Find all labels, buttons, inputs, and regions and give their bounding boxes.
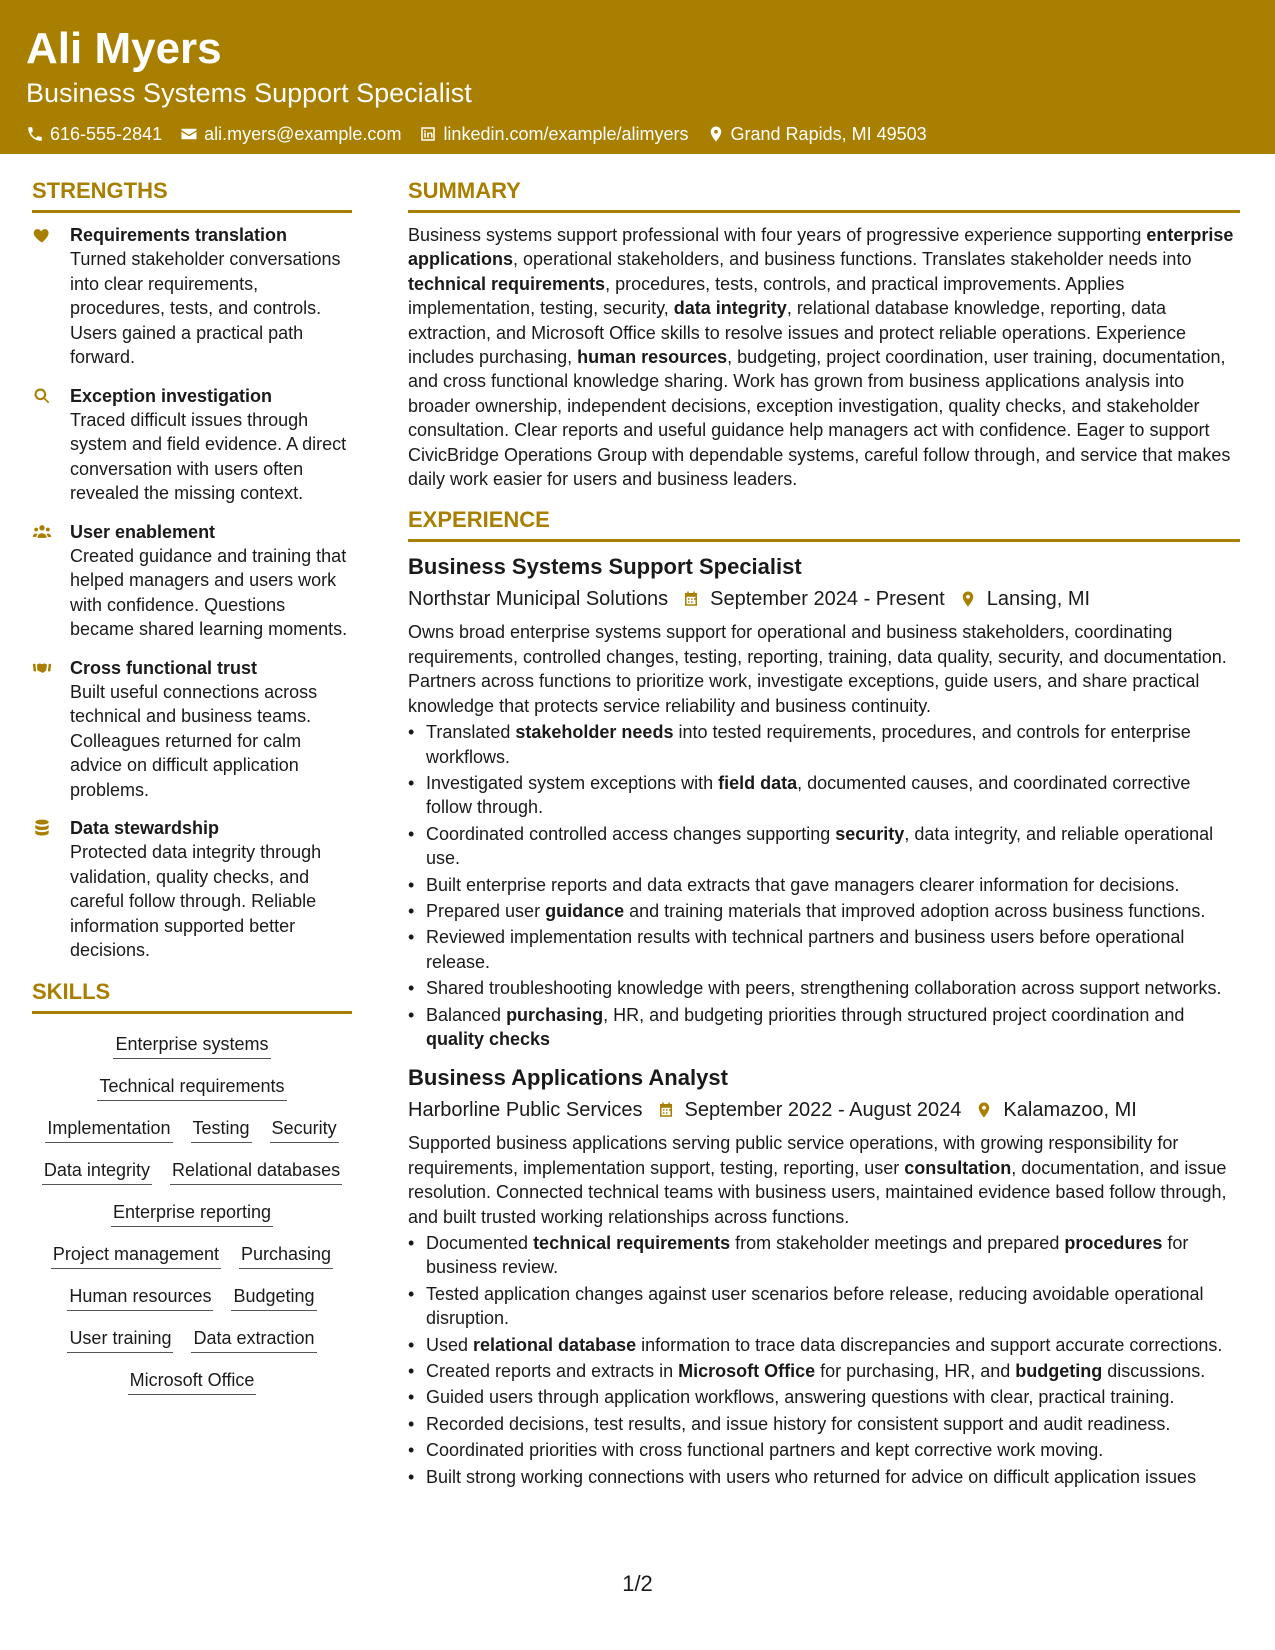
bullet-item (408, 720, 1240, 769)
calendar-icon (682, 590, 700, 608)
contact-phone[interactable] (26, 122, 162, 146)
text-run: Created reports and extracts in (426, 1361, 679, 1382)
text-run: Coordinated controlled access changes supporting (426, 823, 836, 844)
strength-icon-wrap (32, 384, 56, 506)
skill-tag: Relational databases (170, 1156, 342, 1185)
text-run: Owns broad enterprise systems support for operational and business stakeholders, coordinating requirements, controlled changes, testing, reporting, training, data quality, security, and documentation. Partners across functions to prioritize work, investigate exceptions, guide users, and share practical knowledge that protects service reliability and business continuity. (408, 622, 1227, 716)
jobs-list (408, 552, 1240, 1489)
bold-text: stakeholder needs (515, 722, 674, 743)
job-title: Business Applications Analyst (408, 1065, 728, 1091)
skill-row (32, 1366, 352, 1395)
resume-header (0, 0, 1275, 154)
bold-text: relational database (473, 1334, 637, 1355)
strengths-title: STRENGTHS (32, 176, 352, 213)
strength-item (32, 223, 352, 370)
strength-item (32, 384, 352, 506)
text-run: discussions. (1102, 1361, 1206, 1382)
bullet-item (408, 1438, 1240, 1462)
strength-icon-wrap (32, 223, 56, 370)
left-column (32, 176, 352, 1408)
experience-title: EXPERIENCE (408, 505, 1240, 542)
strength-item (32, 816, 352, 963)
strength-title: Requirements translation (70, 225, 288, 245)
text-run: Built enterprise reports and data extracts that gave managers clearer information for decisions. (426, 874, 1180, 895)
experience-section (408, 505, 1240, 1489)
text-run: Translated (426, 722, 516, 743)
bold-text: Microsoft Office (678, 1361, 816, 1382)
bold-text: consultation (904, 1157, 1012, 1178)
text-run: Business systems support professional with four years of progressive experience supporting (408, 225, 1147, 245)
bold-text: security (835, 823, 905, 844)
job-entry (408, 552, 1240, 1051)
strengths-list (32, 223, 352, 963)
strength-desc: Traced difficult issues through system and field evidence. A direct conversation with users often revealed the missing context. (70, 409, 347, 503)
strength-icon-wrap (32, 816, 56, 963)
job-bullets (408, 1231, 1240, 1489)
text-run: for business review. (426, 1233, 1189, 1278)
map-pin-icon (975, 1101, 993, 1119)
text-run: Prepared user (426, 900, 546, 921)
summary-title: SUMMARY (408, 176, 1240, 213)
handshake-icon (32, 658, 52, 678)
job-company: Harborline Public Services (408, 1099, 643, 1122)
skill-tag: Data integrity (42, 1156, 152, 1185)
skill-tag: Security (270, 1114, 339, 1143)
text-run: Balanced (426, 1004, 507, 1025)
bullet-item (408, 1231, 1240, 1280)
page-number: 1/2 (622, 1571, 653, 1596)
database-icon (32, 818, 52, 838)
job-description (408, 1131, 1240, 1229)
strength-desc: Turned stakeholder conversations into clear requirements, procedures, tests, and controls. Users gained a practical path forward. (70, 249, 341, 367)
skill-tag: Enterprise systems (113, 1030, 270, 1059)
skill-tag: Data extraction (191, 1324, 316, 1353)
bold-text: technical requirements (408, 273, 606, 294)
candidate-name: Ali Myers (26, 24, 222, 73)
bullet-item (408, 1412, 1240, 1436)
text-run: , budgeting, project coordination, user training, documentation, and cross functional knowledge sharing. Work has grown from business applications analysis into broader ownership, independent decisions, exception investigation, quality checks, and stakeholder consultation. Clear reports and useful guidance help managers act with confidence. Eager to support CivicBridge Operations Group with dependable systems, careful follow through, and service that makes daily work easier for users and business leaders. (408, 347, 1231, 490)
bold-text: human resources (577, 347, 728, 368)
skill-tag: Human resources (67, 1282, 213, 1311)
text-run: information to trace data discrepancies and support accurate corrections. (636, 1334, 1223, 1355)
skills-section (32, 977, 352, 1395)
text-run: , documentation, and issue resolution. Connected technical teams with business users, maintained evidence based follow through, and built trusted working relationships across functions. (408, 1157, 1227, 1227)
contact-email[interactable] (180, 122, 401, 146)
job-company: Northstar Municipal Solutions (408, 588, 669, 611)
search-icon (32, 386, 52, 406)
bold-text: quality checks (426, 1028, 551, 1049)
skill-tag: User training (67, 1324, 173, 1353)
skill-tag: Implementation (45, 1114, 172, 1143)
map-pin-icon (959, 590, 977, 608)
skill-tag: Enterprise reporting (111, 1198, 273, 1227)
skill-row (32, 1072, 352, 1101)
text-run: Investigated system exceptions with (426, 772, 719, 793)
text-run: Supported business applications serving public service operations, with growing responsibility for requirements, implementation support, testing, reporting, user (408, 1133, 1179, 1178)
strength-body (70, 656, 352, 803)
text-run: , procedures, tests, controls, and practical improvements. Applies implementation, testing, security, (408, 273, 1125, 319)
text-run: Guided users through application workflows, answering questions with clear, practical training. (426, 1387, 1175, 1408)
bullet-item (408, 1282, 1240, 1331)
bold-text: data integrity (673, 298, 787, 319)
strength-desc: Created guidance and training that helped managers and users work with confidence. Questions became shared learning moments. (70, 545, 348, 639)
strength-body (70, 384, 352, 506)
text-run: for purchasing, HR, and (815, 1361, 1016, 1382)
skill-tag: Budgeting (231, 1282, 316, 1311)
strength-item (32, 656, 352, 803)
bullet-item (408, 1385, 1240, 1409)
job-meta (408, 584, 1240, 614)
linkedin-icon (419, 125, 437, 143)
contact-linkedin[interactable] (419, 122, 688, 146)
text-run: Shared troubleshooting knowledge with peers, strengthening collaboration across support networks. (426, 978, 1222, 999)
bold-text: budgeting (1015, 1361, 1103, 1382)
text-run: Reviewed implementation results with technical partners and business users before operational release. (426, 927, 1185, 972)
bullet-item (408, 822, 1240, 871)
text-run: and training materials that improved adoption across business functions. (624, 900, 1206, 921)
skill-row (32, 1156, 352, 1185)
phone-icon (26, 125, 44, 143)
summary-text (408, 223, 1240, 491)
candidate-role: Business Systems Support Specialist (26, 78, 472, 108)
skill-row (32, 1030, 352, 1059)
strength-desc: Protected data integrity through validation, quality checks, and careful follow through. Reliable information supported better decisions. (70, 842, 322, 960)
bold-text: technical requirements (533, 1233, 731, 1253)
strength-title: User enablement (70, 521, 216, 542)
job-entry (408, 1063, 1240, 1489)
text-run: Built strong working connections with users who returned for advice on difficult application issues (426, 1466, 1197, 1487)
job-title: Business Systems Support Specialist (408, 554, 802, 580)
bullet-item (408, 771, 1240, 820)
skill-row (32, 1282, 352, 1311)
job-dates: September 2022 - August 2024 (684, 1099, 962, 1122)
bold-text: guidance (545, 900, 625, 921)
bullet-item (408, 1003, 1240, 1052)
right-column (408, 176, 1240, 1491)
skill-row (32, 1114, 352, 1143)
text-run: into tested requirements, procedures, and controls for enterprise workflows. (426, 722, 1191, 767)
location-text: Grand Rapids, MI 49503 (730, 124, 927, 144)
job-location: Lansing, MI (986, 588, 1091, 611)
summary-section (408, 176, 1240, 491)
text-run: , relational database knowledge, reporting, data extraction, and Microsoft Office skills to resolve issues and protect reliable operations. Experience includes purchasing, (408, 298, 1187, 368)
text-run: , documented causes, and coordinated corrective follow through. (426, 772, 1191, 818)
strength-icon-wrap (32, 520, 56, 642)
skill-row (32, 1240, 352, 1269)
skills-list (32, 1030, 352, 1395)
strength-body (70, 223, 352, 370)
text-run: Coordinated priorities with cross functional partners and kept corrective work moving. (426, 1440, 1104, 1461)
contact-bar (26, 122, 1249, 146)
text-run: from stakeholder meetings and prepared (730, 1233, 1065, 1253)
job-location: Kalamazoo, MI (1003, 1099, 1137, 1122)
bullet-item (408, 925, 1240, 974)
text-run: Recorded decisions, test results, and issue history for consistent support and audit readiness. (426, 1413, 1171, 1434)
skill-tag: Microsoft Office (128, 1366, 257, 1395)
users-icon (32, 522, 52, 542)
job-description (408, 620, 1240, 718)
strength-title: Data stewardship (70, 818, 220, 838)
skill-tag: Testing (191, 1114, 252, 1143)
skill-row (32, 1324, 352, 1353)
text-run: Used (426, 1334, 474, 1355)
text-run: , operational stakeholders, and business functions. Translates stakeholder needs into (513, 249, 1192, 270)
bullet-item (408, 899, 1240, 923)
envelope-icon (180, 125, 198, 143)
bold-text: field data (718, 772, 798, 793)
strength-icon-wrap (32, 656, 56, 803)
skill-row (32, 1198, 352, 1227)
text-run: Documented (426, 1233, 534, 1253)
skill-tag: Project management (51, 1240, 221, 1269)
phone-text: 616-555-2841 (50, 124, 163, 144)
text-run: Tested application changes against user scenarios before release, reducing avoidable operational disruption. (426, 1283, 1204, 1329)
job-bullets (408, 720, 1240, 1051)
strength-title: Exception investigation (70, 385, 273, 406)
map-pin-icon (707, 125, 725, 143)
skill-tag: Technical requirements (97, 1072, 286, 1101)
bullet-item (408, 1333, 1240, 1357)
strength-body (70, 816, 352, 963)
linkedin-text: linkedin.com/example/alimyers (443, 124, 689, 144)
strength-item (32, 520, 352, 642)
contact-location (707, 122, 927, 146)
strength-desc: Built useful connections across technical and business teams. Colleagues returned for calm advice on difficult application problems. (70, 681, 318, 800)
job-dates: September 2024 - Present (710, 588, 945, 611)
bold-text: enterprise applications (408, 225, 1234, 270)
bold-text: procedures (1064, 1233, 1163, 1253)
job-meta (408, 1095, 1240, 1125)
email-text: ali.myers@example.com (204, 124, 402, 144)
text-run: , data integrity, and reliable operational use. (426, 823, 1214, 869)
text-run: , HR, and budgeting priorities through structured project coordination and (603, 1004, 1185, 1025)
bullet-item (408, 873, 1240, 897)
heart-icon (32, 225, 52, 245)
skills-title: SKILLS (32, 977, 352, 1014)
bold-text: purchasing (506, 1004, 604, 1025)
bullet-item (408, 1465, 1240, 1489)
skill-tag: Purchasing (239, 1240, 333, 1269)
calendar-icon (657, 1101, 675, 1119)
bullet-item (408, 1359, 1240, 1383)
strength-title: Cross functional trust (70, 657, 258, 678)
strength-body (70, 520, 352, 642)
bullet-item (408, 976, 1240, 1000)
